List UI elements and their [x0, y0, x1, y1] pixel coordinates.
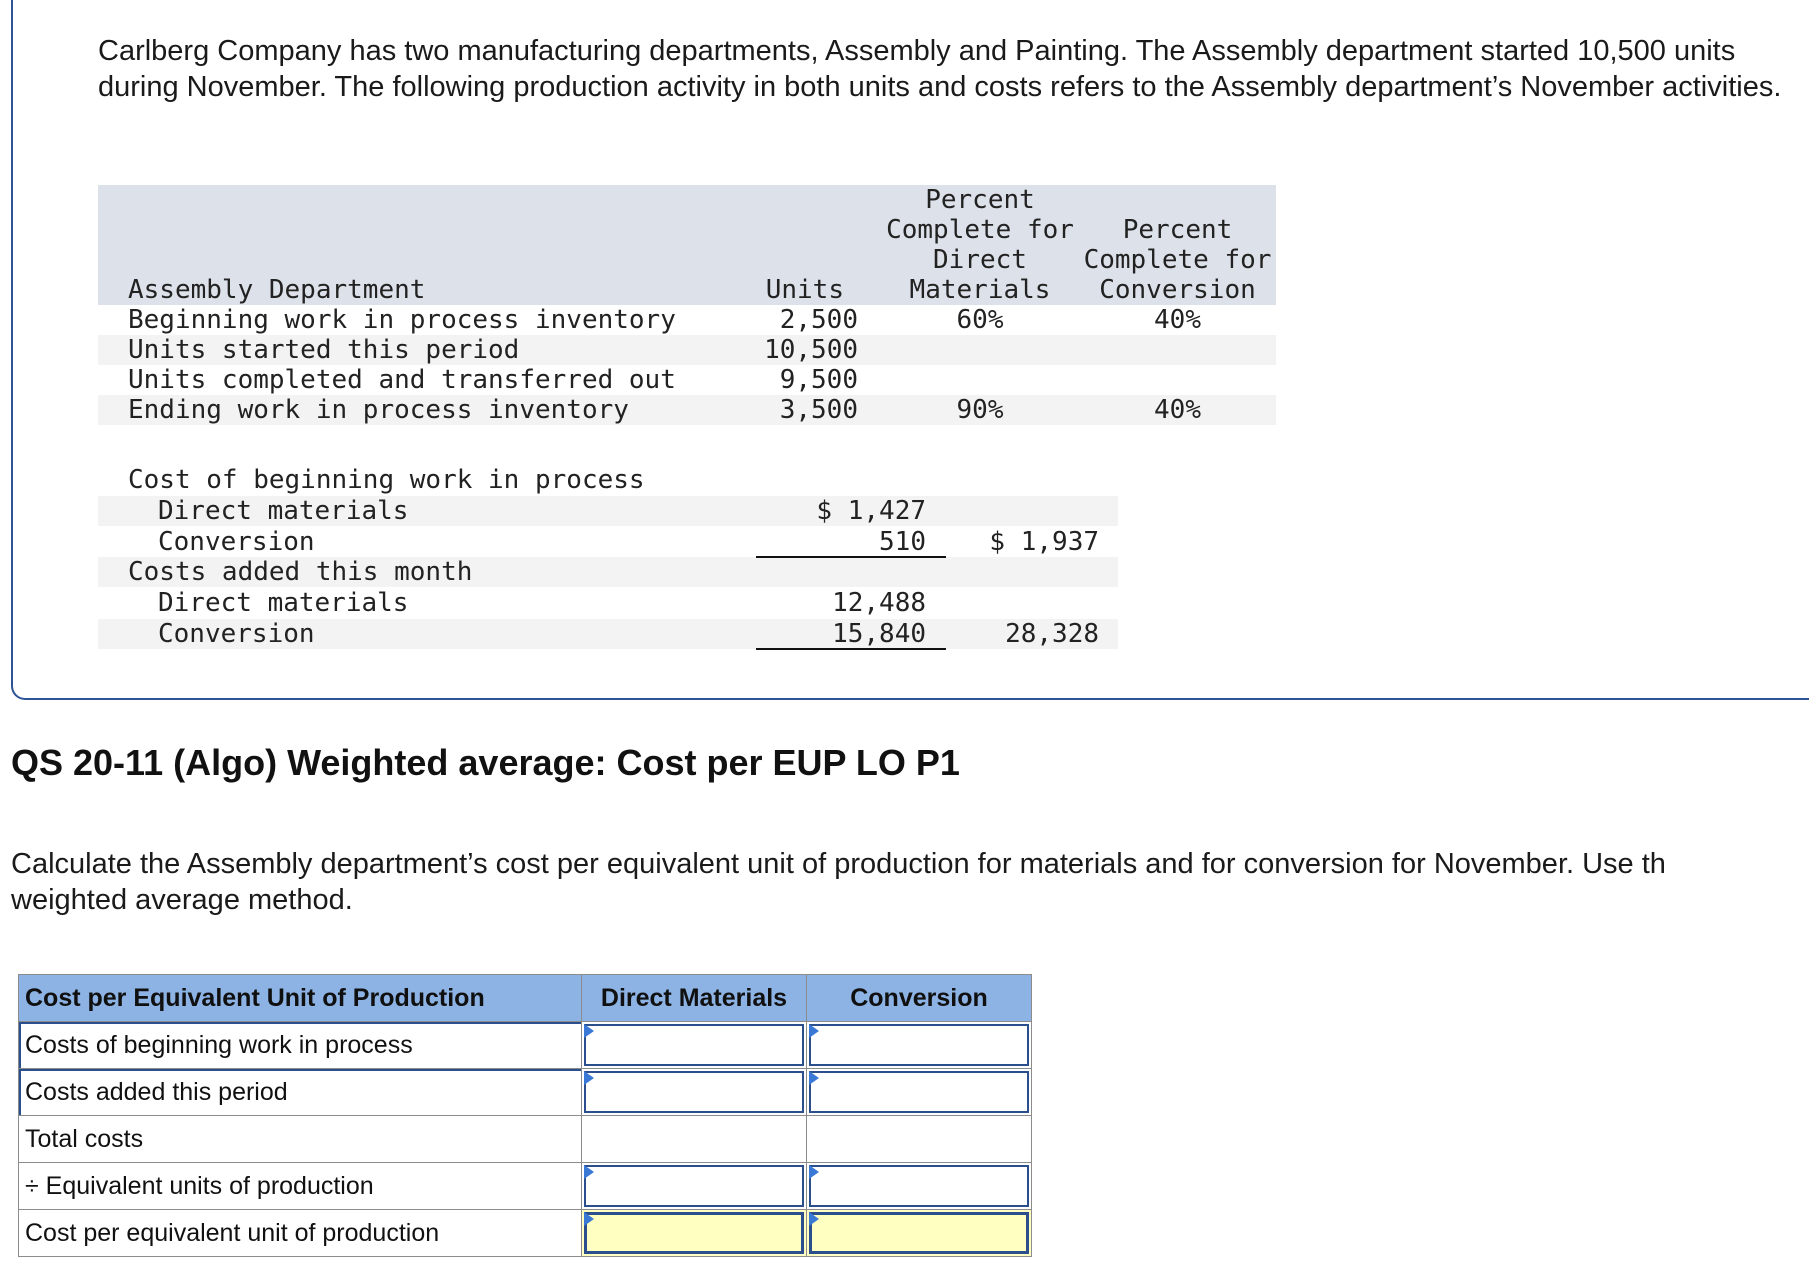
answer-row: [19, 1163, 1032, 1210]
cost-beginning-cv-label: Conversion: [158, 527, 315, 557]
question-title: QS 20-11 (Algo) Weighted average: Cost per EUP LO P1: [11, 742, 960, 783]
answer-row-label: ÷ Equivalent units of production: [19, 1163, 582, 1210]
eup-cv-cell[interactable]: [807, 1163, 1032, 1210]
cost-per-eup-cv-cell[interactable]: [807, 1210, 1032, 1257]
answer-header-cv: Conversion: [807, 975, 1032, 1022]
header-dm-line4: Materials: [909, 275, 1051, 305]
added-dm-cell[interactable]: [582, 1069, 807, 1116]
cell-flag-icon: [809, 1212, 819, 1226]
total-cv-cell: [807, 1116, 1032, 1163]
header-cv-line3: Conversion: [1099, 275, 1256, 305]
cost-beginning-total: $ 1,937: [989, 527, 1099, 557]
cost-per-eup-dm-input[interactable]: [584, 1212, 804, 1254]
eup-dm-cell[interactable]: [582, 1163, 807, 1210]
answer-row-label: Total costs: [19, 1116, 582, 1163]
cost-beginning-dm-label: Direct materials: [158, 496, 409, 526]
cost-per-eup-dm-cell[interactable]: [582, 1210, 807, 1257]
added-cv-cell[interactable]: [807, 1069, 1032, 1116]
added-dm-input[interactable]: [584, 1071, 804, 1113]
answer-table: [18, 974, 1032, 1257]
cell-flag-icon: [809, 1165, 819, 1179]
question-prompt: [11, 846, 1809, 918]
beginning-cv-input[interactable]: [809, 1024, 1029, 1066]
cell-flag-icon: [584, 1071, 594, 1085]
total-dm-cell: [582, 1116, 807, 1163]
answer-row: [19, 1069, 1032, 1116]
answer-row-label: Costs added this period: [19, 1069, 582, 1116]
cost-added-dm-value: 12,488: [832, 588, 926, 618]
cost-beginning-cv-value: 510: [879, 527, 926, 557]
answer-header-dm: Direct Materials: [582, 975, 807, 1022]
cost-per-eup-cv-input[interactable]: [809, 1212, 1029, 1254]
cost-beginning-dm-value: $ 1,427: [816, 496, 926, 526]
intro-text: Carlberg Company has two manufacturing departments, Assembly and Painting. The Assembly department started 10,500 units during November. The following production activity in both units and costs refers to the Assembly department’s November activities.: [98, 35, 1782, 103]
cell-flag-icon: [584, 1212, 594, 1226]
cost-beginning-heading: Cost of beginning work in process: [128, 465, 645, 495]
added-cv-input[interactable]: [809, 1071, 1029, 1113]
header-dept-label: Assembly Department: [128, 275, 426, 305]
cell-flag-icon: [809, 1024, 819, 1038]
cell-flag-icon: [584, 1024, 594, 1038]
cost-added-cv-label: Conversion: [158, 619, 315, 649]
beginning-cv-cell[interactable]: [807, 1022, 1032, 1069]
cost-added-heading: Costs added this month: [128, 557, 473, 587]
cost-added-total: 28,328: [1005, 619, 1099, 649]
cost-added-cv-value: 15,840: [832, 619, 926, 649]
beginning-dm-cell[interactable]: [582, 1022, 807, 1069]
answer-header-row: [19, 975, 1032, 1022]
header-dm-line2: Complete for: [886, 215, 1074, 245]
answer-row-label: Cost per equivalent unit of production: [19, 1210, 582, 1257]
answer-header-label: Cost per Equivalent Unit of Production: [19, 975, 582, 1022]
header-dm-line1: Percent: [925, 185, 1035, 215]
answer-row: [19, 1022, 1032, 1069]
cost-added-dm-label: Direct materials: [158, 588, 409, 618]
cell-flag-icon: [809, 1071, 819, 1085]
beginning-dm-input[interactable]: [584, 1024, 804, 1066]
eup-cv-input[interactable]: [809, 1165, 1029, 1207]
header-cv-line1: Percent: [1122, 215, 1233, 245]
answer-row: [19, 1116, 1032, 1163]
answer-row-label: Costs of beginning work in process: [19, 1022, 582, 1069]
prompt-line2: weighted average method.: [11, 884, 353, 916]
eup-dm-input[interactable]: [584, 1165, 804, 1207]
header-dm-line3: Direct: [933, 245, 1027, 275]
answer-row: [19, 1210, 1032, 1257]
cell-flag-icon: [584, 1165, 594, 1179]
header-cv-line2: Complete for: [1083, 245, 1272, 275]
header-units: Units: [765, 275, 844, 305]
prompt-line1: Calculate the Assembly department’s cost per equivalent unit of production for materials and for conversion for November. Use th: [11, 848, 1666, 880]
underline: [756, 648, 946, 650]
underline: [756, 556, 946, 558]
